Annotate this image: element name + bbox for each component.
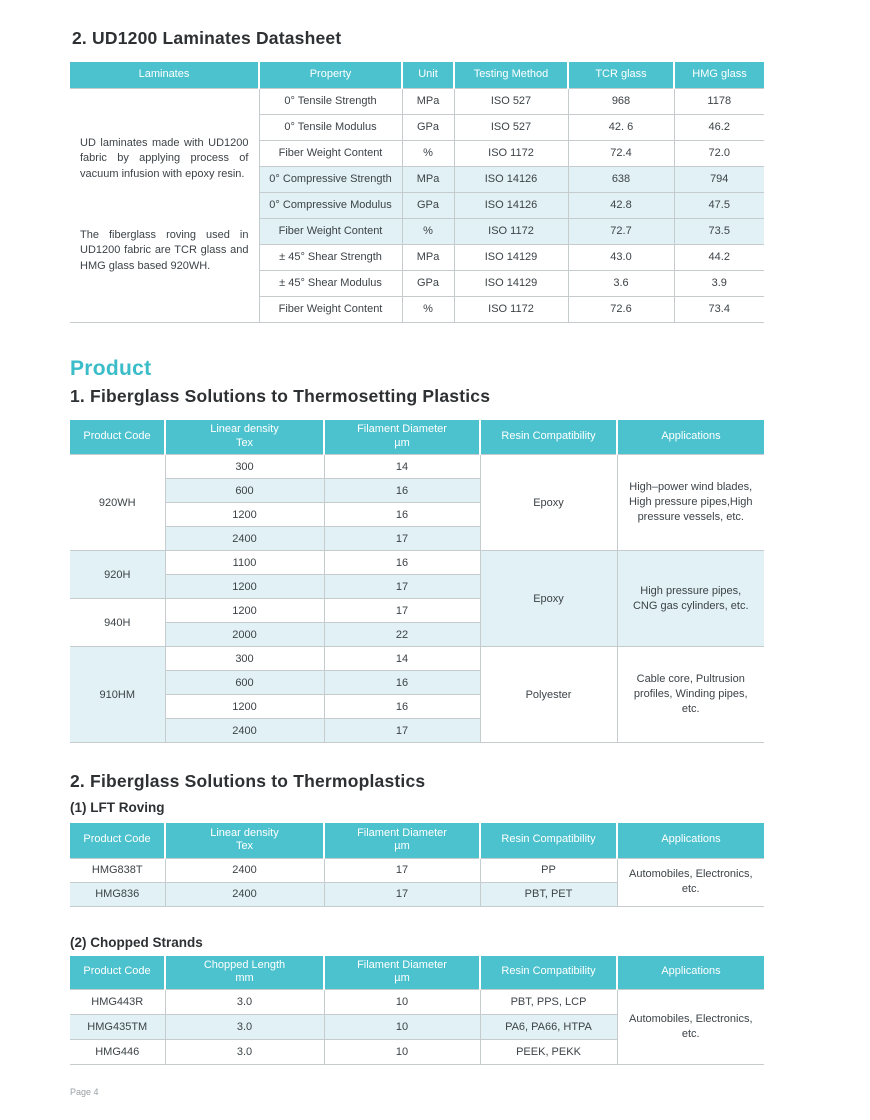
col-header-resin-compatibility: Resin Compatibility <box>480 823 617 858</box>
col-header-filament-diameter: Filament Diameter µm <box>324 420 480 455</box>
cell-tcr: 43.0 <box>568 244 674 270</box>
cell-value: 2000 <box>165 623 324 647</box>
cell-tcr: 968 <box>568 88 674 114</box>
cell-method: ISO 14129 <box>454 270 568 296</box>
col-header-filament-diameter: Filament Diameter µm <box>324 823 480 858</box>
cell-hmg: 46.2 <box>674 114 764 140</box>
cell-unit: GPa <box>402 192 454 218</box>
cell-method: ISO 14126 <box>454 166 568 192</box>
cell-resin: PBT, PET <box>480 882 617 906</box>
col-header-unit: Unit <box>402 62 454 88</box>
cell-product-code: HMG836 <box>70 882 165 906</box>
cell-value: 2400 <box>165 858 324 882</box>
cell-tcr: 638 <box>568 166 674 192</box>
cell-unit: GPa <box>402 114 454 140</box>
cell-tcr: 72.4 <box>568 140 674 166</box>
cell-applications: Automobiles, Electronics, etc. <box>617 858 764 906</box>
laminates-note: The fiberglass roving used in UD1200 fabric are TCR glass and HMG glass based 920WH. <box>80 229 249 272</box>
cell-value: 17 <box>324 882 480 906</box>
cell-hmg: 72.0 <box>674 140 764 166</box>
cell-hmg: 73.5 <box>674 218 764 244</box>
cell-value: 600 <box>165 671 324 695</box>
cell-value: 16 <box>324 671 480 695</box>
cell-property: Fiber Weight Content <box>259 296 402 322</box>
laminates-note: UD laminates made with UD1200 fabric by applying process of vacuum infusion with epoxy resin. <box>80 136 249 180</box>
cell-value: 2400 <box>165 882 324 906</box>
cell-product-code: HMG435TM <box>70 1015 165 1040</box>
cell-product-code: HMG838T <box>70 858 165 882</box>
cell-value: 16 <box>324 503 480 527</box>
table-row <box>70 551 764 575</box>
cell-value: 14 <box>324 455 480 479</box>
cell-method: ISO 14126 <box>454 192 568 218</box>
cell-value: 17 <box>324 858 480 882</box>
cell-hmg: 3.9 <box>674 270 764 296</box>
cell-tcr: 72.6 <box>568 296 674 322</box>
col-header-filament-diameter: Filament Diameter µm <box>324 956 480 990</box>
cell-product-code: 940H <box>70 599 165 647</box>
cell-property: ± 45° Shear Modulus <box>259 270 402 296</box>
cell-value: 300 <box>165 455 324 479</box>
cell-value: 16 <box>324 551 480 575</box>
cell-method: ISO 1172 <box>454 218 568 244</box>
laminates-notes <box>80 136 249 274</box>
cell-resin: PP <box>480 858 617 882</box>
cell-property: 0° Tensile Modulus <box>259 114 402 140</box>
col-header-hmg-glass: HMG glass <box>674 62 764 88</box>
cell-method: ISO 14129 <box>454 244 568 270</box>
col-header-testing-method: Testing Method <box>454 62 568 88</box>
product-section-title: Product <box>70 356 152 380</box>
col-header-linear-density: Linear density Tex <box>165 823 324 858</box>
cell-tcr: 42. 6 <box>568 114 674 140</box>
thermoplastics-heading: 2. Fiberglass Solutions to Thermoplastics <box>70 771 426 791</box>
col-header-chopped-length: Chopped Length mm <box>165 956 324 990</box>
col-header-property: Property <box>259 62 402 88</box>
page-number: Page 4 <box>70 1087 99 1097</box>
col-header-applications: Applications <box>617 420 764 455</box>
cell-method: ISO 1172 <box>454 140 568 166</box>
cell-value: 300 <box>165 647 324 671</box>
cell-value: 16 <box>324 695 480 719</box>
cell-resin: Polyester <box>480 647 617 743</box>
table-row <box>70 88 764 114</box>
col-header-applications: Applications <box>617 956 764 990</box>
cell-value: 2400 <box>165 719 324 743</box>
cell-value: 10 <box>324 1040 480 1065</box>
cell-product-code: HMG443R <box>70 990 165 1015</box>
cell-applications: Automobiles, Electronics, etc. <box>617 990 764 1065</box>
cell-property: Fiber Weight Content <box>259 218 402 244</box>
cell-hmg: 73.4 <box>674 296 764 322</box>
cell-property: Fiber Weight Content <box>259 140 402 166</box>
chopped-strands-table <box>70 956 764 1066</box>
laminates-description-cell <box>70 88 259 322</box>
table-row <box>70 990 764 1015</box>
cell-unit: GPa <box>402 270 454 296</box>
cell-value: 22 <box>324 623 480 647</box>
lft-roving-subheading: (1) LFT Roving <box>70 800 165 815</box>
col-header-tcr-glass: TCR glass <box>568 62 674 88</box>
cell-tcr: 72.7 <box>568 218 674 244</box>
lft-roving-table <box>70 823 764 907</box>
cell-tcr: 42.8 <box>568 192 674 218</box>
col-header-resin-compatibility: Resin Compatibility <box>480 956 617 990</box>
cell-resin: PA6, PA66, HTPA <box>480 1015 617 1040</box>
cell-unit: % <box>402 296 454 322</box>
cell-resin: Epoxy <box>480 455 617 551</box>
cell-hmg: 47.5 <box>674 192 764 218</box>
cell-applications: High pressure pipes, CNG gas cylinders, etc. <box>617 551 764 647</box>
col-header-product-code: Product Code <box>70 823 165 858</box>
col-header-applications: Applications <box>617 823 764 858</box>
table-header-row <box>70 956 764 990</box>
cell-value: 2400 <box>165 527 324 551</box>
cell-unit: % <box>402 140 454 166</box>
cell-unit: MPa <box>402 166 454 192</box>
page-content <box>70 0 764 1065</box>
col-header-product-code: Product Code <box>70 956 165 990</box>
cell-value: 17 <box>324 575 480 599</box>
laminates-datasheet-table <box>70 62 764 323</box>
cell-method: ISO 527 <box>454 88 568 114</box>
cell-unit: MPa <box>402 88 454 114</box>
cell-value: 1200 <box>165 599 324 623</box>
cell-hmg: 1178 <box>674 88 764 114</box>
cell-value: 1200 <box>165 575 324 599</box>
datasheet-title: 2. UD1200 Laminates Datasheet <box>72 28 342 48</box>
cell-product-code: 910HM <box>70 647 165 743</box>
cell-unit: MPa <box>402 244 454 270</box>
table-row <box>70 455 764 479</box>
cell-method: ISO 527 <box>454 114 568 140</box>
cell-property: 0° Compressive Modulus <box>259 192 402 218</box>
cell-value: 600 <box>165 479 324 503</box>
cell-hmg: 794 <box>674 166 764 192</box>
cell-value: 1200 <box>165 695 324 719</box>
cell-tcr: 3.6 <box>568 270 674 296</box>
cell-property: 0° Tensile Strength <box>259 88 402 114</box>
cell-value: 10 <box>324 990 480 1015</box>
col-header-product-code: Product Code <box>70 420 165 455</box>
cell-value: 17 <box>324 719 480 743</box>
cell-product-code: 920H <box>70 551 165 599</box>
cell-value: 10 <box>324 1015 480 1040</box>
cell-applications: Cable core, Pultrusion profiles, Winding pipes, etc. <box>617 647 764 743</box>
cell-value: 17 <box>324 599 480 623</box>
cell-hmg: 44.2 <box>674 244 764 270</box>
cell-value: 3.0 <box>165 1040 324 1065</box>
thermoset-heading: 1. Fiberglass Solutions to Thermosetting Plastics <box>70 385 491 406</box>
cell-value: 16 <box>324 479 480 503</box>
cell-resin: PBT, PPS, LCP <box>480 990 617 1015</box>
cell-unit: % <box>402 218 454 244</box>
cell-value: 1100 <box>165 551 324 575</box>
cell-product-code: 920WH <box>70 455 165 551</box>
table-header-row <box>70 823 764 858</box>
chopped-strands-subheading: (2) Chopped Strands <box>70 934 203 950</box>
cell-value: 1200 <box>165 503 324 527</box>
col-header-resin-compatibility: Resin Compatibility <box>480 420 617 455</box>
table-header-row <box>70 62 764 88</box>
cell-value: 14 <box>324 647 480 671</box>
cell-resin: Epoxy <box>480 551 617 647</box>
cell-value: 17 <box>324 527 480 551</box>
col-header-linear-density: Linear density Tex <box>165 420 324 455</box>
cell-property: ± 45° Shear Strength <box>259 244 402 270</box>
cell-resin: PEEK, PEKK <box>480 1040 617 1065</box>
cell-product-code: HMG446 <box>70 1040 165 1065</box>
cell-property: 0° Compressive Strength <box>259 166 402 192</box>
table-row <box>70 858 764 882</box>
cell-method: ISO 1172 <box>454 296 568 322</box>
col-header-laminates: Laminates <box>70 62 259 88</box>
table-header-row <box>70 420 764 455</box>
thermoset-products-table <box>70 420 764 744</box>
cell-value: 3.0 <box>165 1015 324 1040</box>
cell-applications: High–power wind blades, High pressure pipes,High pressure vessels, etc. <box>617 455 764 551</box>
table-row <box>70 647 764 671</box>
cell-value: 3.0 <box>165 990 324 1015</box>
